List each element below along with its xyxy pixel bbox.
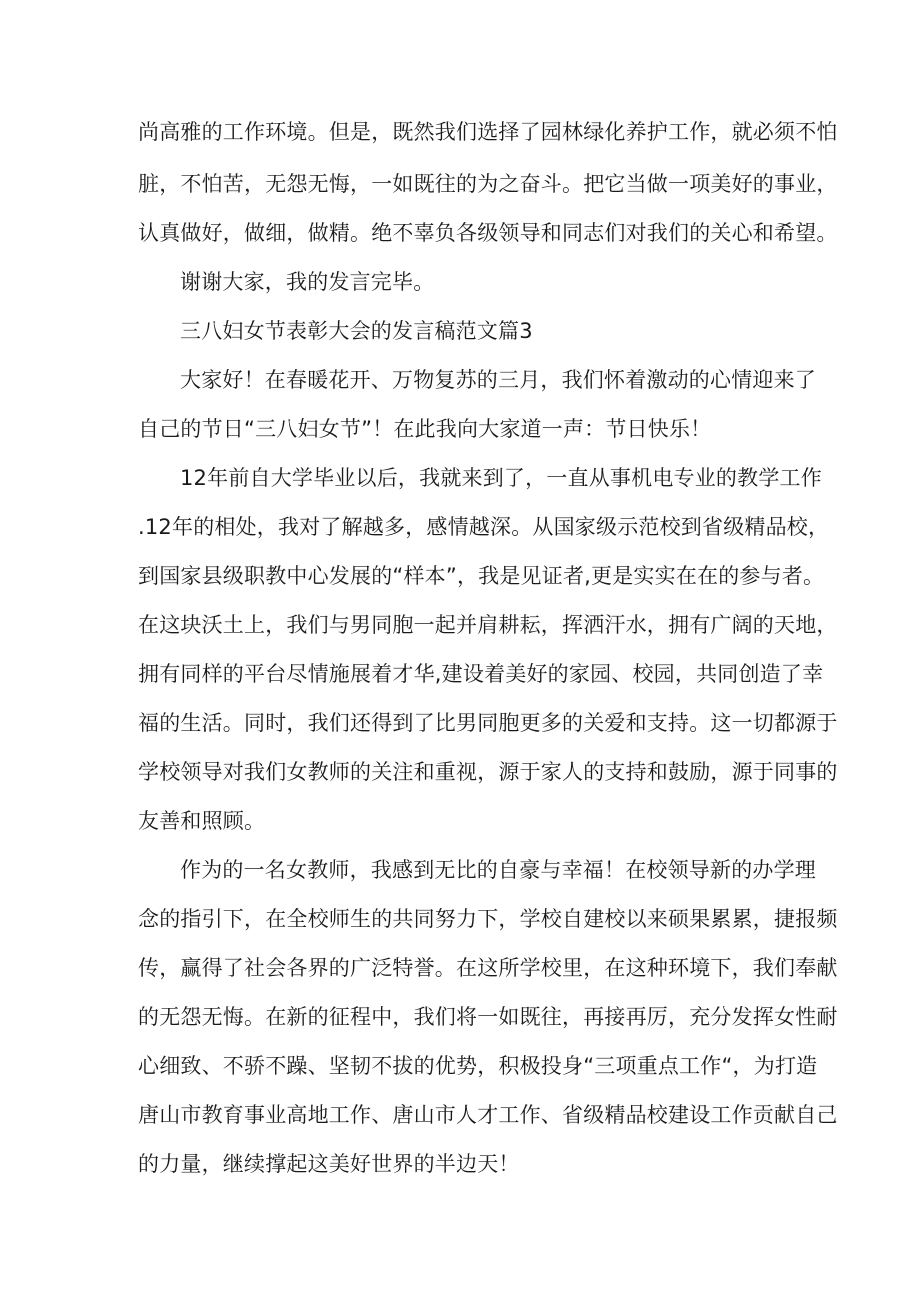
text-line: 认真做好，做细，做精。绝不辜负各级领导和同志们对我们的关心和希望。 (138, 221, 838, 245)
text-line: 唐山市教育事业高地工作、唐山市人才工作、省级精品校建设工作贡献自己 (138, 1103, 838, 1127)
text-line: 的无怨无悔。在新的征程中，我们将一如既往，再接再厉，充分发挥女性耐 (138, 1005, 838, 1029)
text-line: .12年的相处，我对了解越多，感情越深。从国家级示范校到省级精品校， (138, 515, 830, 539)
text-line: 自己的节日“三八妇女节”！在此我向大家道一声：节日快乐！ (138, 417, 712, 441)
text-line: 尚高雅的工作环境。但是，既然我们选择了园林绿化养护工作，就必须不怕 (138, 120, 838, 144)
text-line: 12年前自大学毕业以后，我就来到了，一直从事机电专业的教学工作 (180, 466, 822, 490)
text-line: 大家好！在春暖花开、万物复苏的三月，我们怀着激动的心情迎来了 (180, 368, 816, 392)
text-line: 福的生活。同时，我们还得到了比男同胞更多的关爱和支持。这一切都源于 (138, 711, 838, 735)
text-line: 念的指引下，在全校师生的共同努力下，学校自建校以来硕果累累，捷报频 (138, 907, 838, 931)
text-line: 到国家县级职教中心发展的“样本”，我是见证者,更是实实在在的参与者。 (138, 564, 825, 588)
text-line: 作为的一名女教师，我感到无比的自豪与幸福！在校领导新的办学理 (180, 858, 816, 882)
text-line: 在这块沃土上，我们与男同胞一起并肩耕耘，挥洒汗水，拥有广阔的天地， (138, 613, 838, 637)
text-line: 脏，不怕苦，无怨无悔，一如既往的为之奋斗。把它当做一项美好的事业， (138, 172, 838, 196)
text-line: 友善和照顾。 (138, 809, 266, 833)
section-heading: 三八妇女节表彰大会的发言稿范文篇3 (180, 319, 533, 343)
text-line: 心细致、不骄不躁、坚韧不拔的优势，积极投身“三项重点工作“，为打造 (138, 1054, 818, 1078)
text-line: 谢谢大家，我的发言完毕。 (180, 270, 435, 294)
text-line: 拥有同样的平台尽情施展着才华,建设着美好的家园、校园，共同创造了幸 (138, 662, 824, 686)
text-line: 的力量，继续撑起这美好世界的半边天！ (138, 1152, 520, 1176)
text-line: 传，赢得了社会各界的广泛特誉。在这所学校里，在这种环境下，我们奉献 (138, 956, 838, 980)
text-line: 学校领导对我们女教师的关注和重视，源于家人的支持和鼓励，源于同事的 (138, 760, 838, 784)
